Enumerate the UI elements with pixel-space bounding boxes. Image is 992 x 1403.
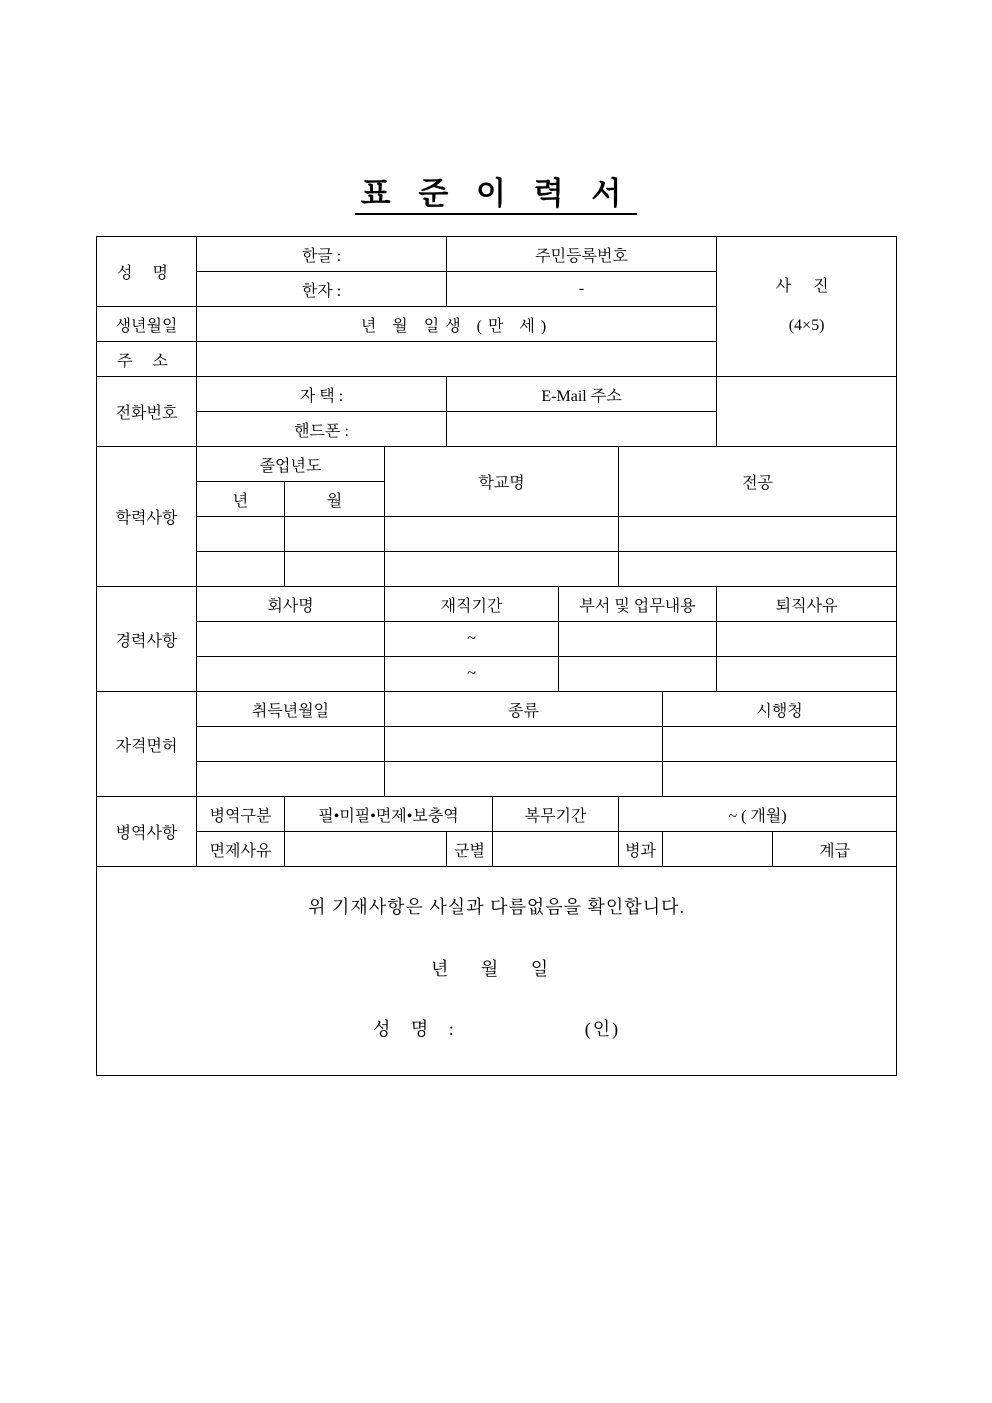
military-section-label: 병역사항 — [97, 797, 197, 867]
resign-reason-header: 퇴직사유 — [717, 587, 897, 622]
seal-label: (인) — [584, 1019, 621, 1039]
table-row — [97, 552, 897, 587]
birthdate-field[interactable]: 년 월 일생 (만 세) — [197, 307, 717, 342]
table-row — [97, 237, 897, 272]
confirmation-date[interactable]: 년 월 일 — [430, 959, 563, 979]
address-label: 주 소 — [97, 342, 197, 377]
mobile-extra-cell[interactable] — [447, 412, 717, 447]
photo-size-label: (4×5) — [788, 316, 825, 334]
phone-label: 전화번호 — [97, 377, 197, 447]
license-section-label: 자격면허 — [97, 692, 197, 797]
table-row — [97, 867, 897, 1076]
military-corps-cell[interactable] — [663, 832, 773, 867]
career-dept-cell[interactable] — [559, 657, 717, 692]
table-row — [97, 797, 897, 832]
table-row — [97, 657, 897, 692]
table-row — [97, 832, 897, 867]
name-label: 성 명 — [97, 237, 197, 307]
rrn-label: 주민등록번호 — [447, 237, 717, 272]
table-row — [97, 587, 897, 622]
exemption-reason-label: 면제사유 — [197, 832, 285, 867]
signature-name-label: 성 명 : — [372, 1019, 462, 1039]
education-major-cell[interactable] — [619, 552, 897, 587]
page-title-text: 표 준 이 력 서 — [355, 176, 638, 215]
service-period-label: 복무기간 — [493, 797, 619, 832]
education-major-cell[interactable] — [619, 517, 897, 552]
military-rank-label: 계급 — [773, 832, 897, 867]
military-branch-cell[interactable] — [493, 832, 619, 867]
signature-line — [97, 1015, 896, 1041]
email-field[interactable] — [717, 377, 897, 447]
career-company-cell[interactable] — [197, 622, 385, 657]
career-section-label: 경력사항 — [97, 587, 197, 692]
license-date-cell[interactable] — [197, 727, 385, 762]
month-header: 월 — [285, 482, 385, 517]
table-row — [97, 727, 897, 762]
table-row — [97, 517, 897, 552]
military-corps-label: 병과 — [619, 832, 663, 867]
career-reason-cell[interactable] — [717, 622, 897, 657]
home-phone-field[interactable]: 자 택 : — [197, 377, 447, 412]
hanja-name-field[interactable]: 한자 : — [197, 272, 447, 307]
license-date-header: 취득년월일 — [197, 692, 385, 727]
license-date-cell[interactable] — [197, 762, 385, 797]
page-title — [0, 168, 992, 213]
license-issuer-header: 시행청 — [663, 692, 897, 727]
mobile-phone-field[interactable]: 핸드폰 : — [197, 412, 447, 447]
hangul-name-field[interactable]: 한글 : — [197, 237, 447, 272]
photo-label: 사 진 — [775, 278, 838, 296]
military-type-label: 병역구분 — [197, 797, 285, 832]
career-period-cell[interactable]: ~ — [385, 622, 559, 657]
education-school-cell[interactable] — [385, 517, 619, 552]
service-period-value[interactable]: ~ ( 개월) — [619, 797, 897, 832]
year-header: 년 — [197, 482, 285, 517]
military-type-value[interactable]: 필•미필•면제•보충역 — [285, 797, 493, 832]
email-label: E-Mail 주소 — [447, 377, 717, 412]
table-row — [97, 447, 897, 482]
table-row — [97, 692, 897, 727]
license-kind-header: 종류 — [385, 692, 663, 727]
license-kind-cell[interactable] — [385, 762, 663, 797]
career-company-cell[interactable] — [197, 657, 385, 692]
education-year-cell[interactable] — [197, 552, 285, 587]
birthdate-label: 생년월일 — [97, 307, 197, 342]
military-branch-label: 군별 — [447, 832, 493, 867]
education-month-cell[interactable] — [285, 517, 385, 552]
address-field[interactable] — [197, 342, 717, 377]
major-header: 전공 — [619, 447, 897, 517]
license-issuer-cell[interactable] — [663, 762, 897, 797]
company-header: 회사명 — [197, 587, 385, 622]
license-kind-cell[interactable] — [385, 727, 663, 762]
career-dept-header: 부서 및 업무내용 — [559, 587, 717, 622]
table-row — [97, 762, 897, 797]
education-month-cell[interactable] — [285, 552, 385, 587]
career-period-header: 재직기간 — [385, 587, 559, 622]
resume-form-table — [96, 236, 897, 1076]
exemption-reason-cell[interactable] — [285, 832, 447, 867]
career-dept-cell[interactable] — [559, 622, 717, 657]
career-reason-cell[interactable] — [717, 657, 897, 692]
rrn-field[interactable]: - — [447, 272, 717, 307]
education-school-cell[interactable] — [385, 552, 619, 587]
career-period-cell[interactable]: ~ — [385, 657, 559, 692]
confirmation-statement: 위 기재사항은 사실과 다름없음을 확인합니다. — [308, 897, 685, 917]
table-row — [97, 377, 897, 412]
education-section-label: 학력사항 — [97, 447, 197, 587]
table-row — [97, 622, 897, 657]
photo-box[interactable] — [717, 237, 897, 377]
license-issuer-cell[interactable] — [663, 727, 897, 762]
graduation-year-header: 졸업년도 — [197, 447, 385, 482]
school-name-header: 학교명 — [385, 447, 619, 517]
education-year-cell[interactable] — [197, 517, 285, 552]
confirmation-block — [97, 867, 897, 1076]
